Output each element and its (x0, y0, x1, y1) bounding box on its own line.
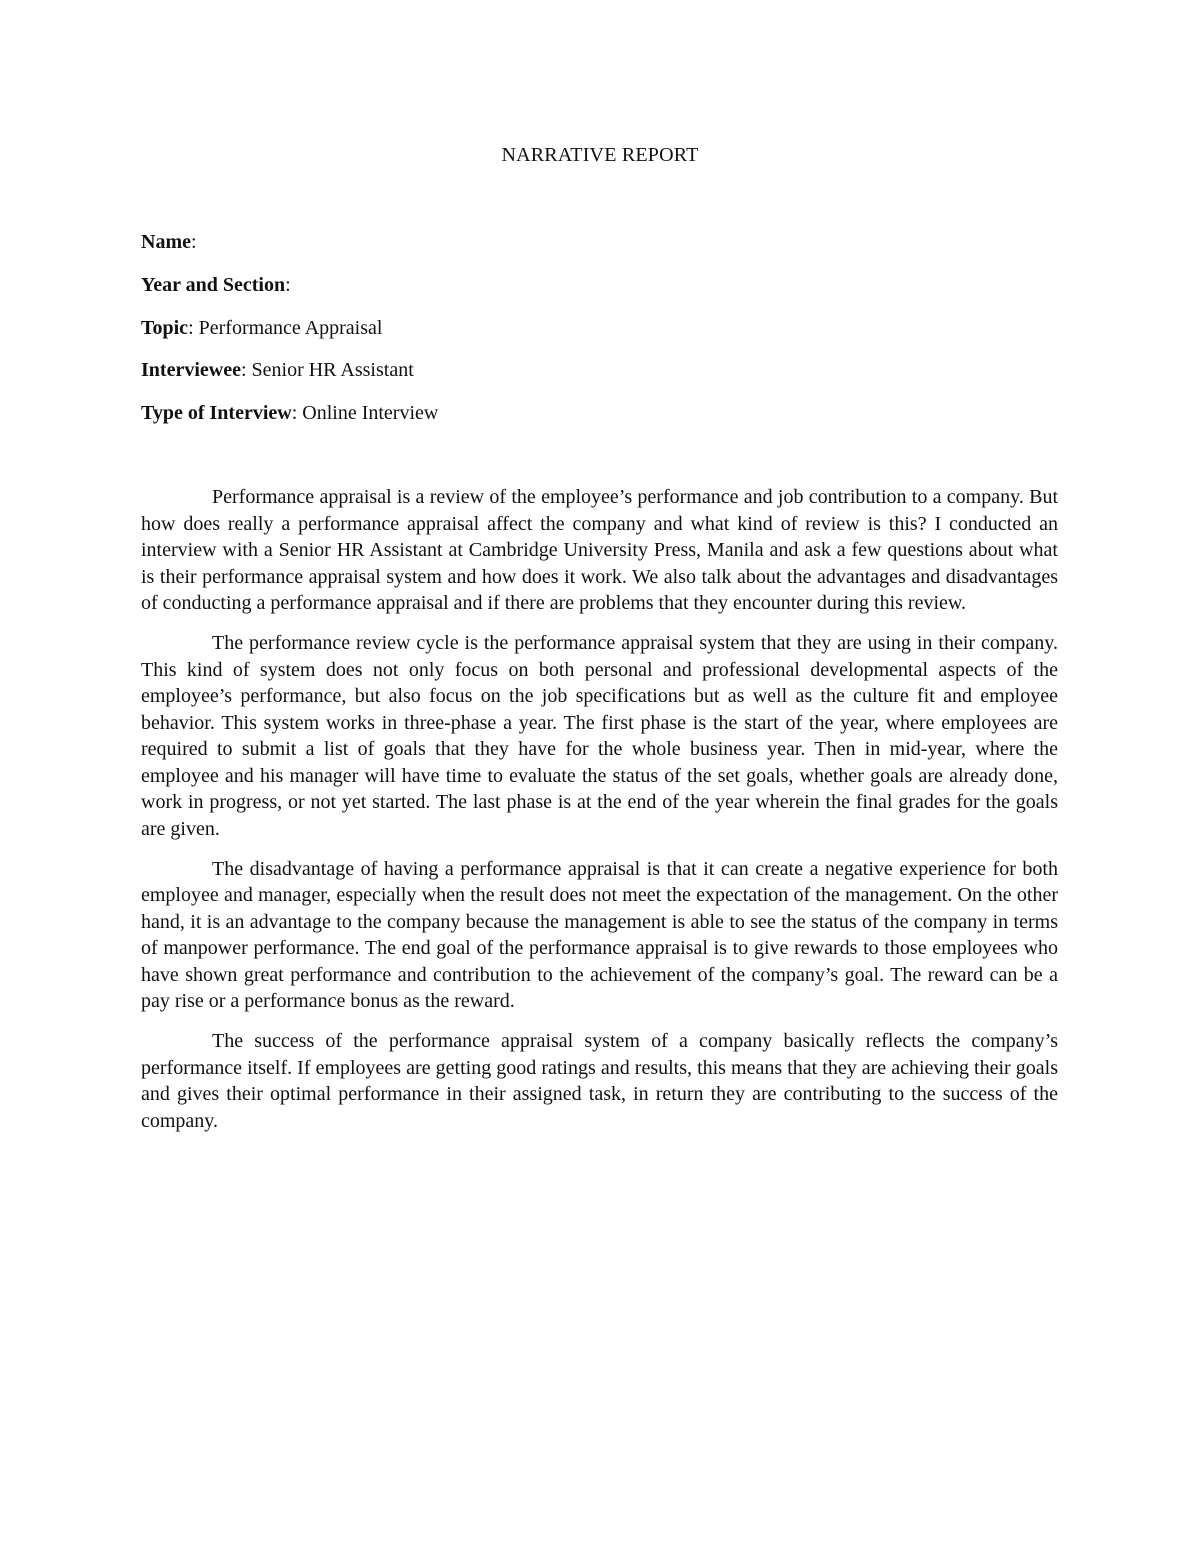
interviewee-field-label: Interviewee (141, 359, 241, 382)
year-section-field: Year and Section: (141, 273, 291, 296)
interviewee-field-value: Senior HR Assistant (251, 359, 414, 382)
topic-field: Topic: Performance Appraisal (141, 316, 383, 339)
year-section-field-label: Year and Section (141, 273, 286, 296)
interview-type-field: Type of Interview: Online Interview (141, 402, 439, 425)
name-field: Name: (141, 231, 197, 253)
interviewee-field: Interviewee: Senior HR Assistant (141, 359, 414, 382)
report-info-block (141, 228, 1061, 442)
paragraph-review-cycle: The performance review cycle is the performance appraisal system that they are using in their company. This kind of system does not only focus on both personal and professional developmental aspects of the employee’s performance, but also focus on the job specifications but as well as the culture fit and employee behavior. This system works in three-phase a year. The first phase is the start of the year, where employees are required to submit a list of goals that they have for the whole business year. Then in mid-year, where the employee and his manager will have time to evaluate the status of the set goals, whether goals are already done, work in progress, or not yet started. The last phase is at the end of the year wherein the final grades for the goals are given. (141, 632, 1058, 840)
topic-field-value: Performance Appraisal (198, 316, 383, 339)
document-title: NARRATIVE REPORT (501, 144, 699, 166)
paragraph-advantages-disadvantages: The disadvantage of having a performance appraisal is that it can create a negative experience for both employee and manager, especially when the result does not meet the expectation of the management. On the other hand, it is an advantage to the company because the management is able to see the status of the company in terms of manpower performance. The end goal of the performance appraisal is to give rewards to those employees who have shown great performance and contribution to the achievement of the company’s goal. The reward can be a pay rise or a performance bonus as the reward. (141, 857, 1058, 1012)
name-field-label: Name (141, 231, 191, 253)
interview-type-field-label: Type of Interview (141, 402, 292, 425)
paragraph-conclusion: The success of the performance appraisal system of a company basically reflects the company’s performance itself. If employees are getting good ratings and results, this means that they are achieving their goals and gives their optimal performance in their assigned task, in return they are contributing to the success of the company. (141, 1030, 1058, 1132)
topic-field-label: Topic (141, 316, 189, 339)
paragraph-introduction: Performance appraisal is a review of the employee’s performance and job contribution to a company. But how does really a performance appraisal affect the company and what kind of review is this? I conducted an interview with a Senior HR Assistant at Cambridge University Press, Manila and ask a few questions about what is their performance appraisal system and how does it work. We also talk about the advantages and disadvantages of conducting a performance appraisal and if there are problems that they encounter during this review. (141, 486, 1058, 614)
report-body (141, 484, 1058, 1148)
interview-type-field-value: Online Interview (302, 402, 439, 425)
